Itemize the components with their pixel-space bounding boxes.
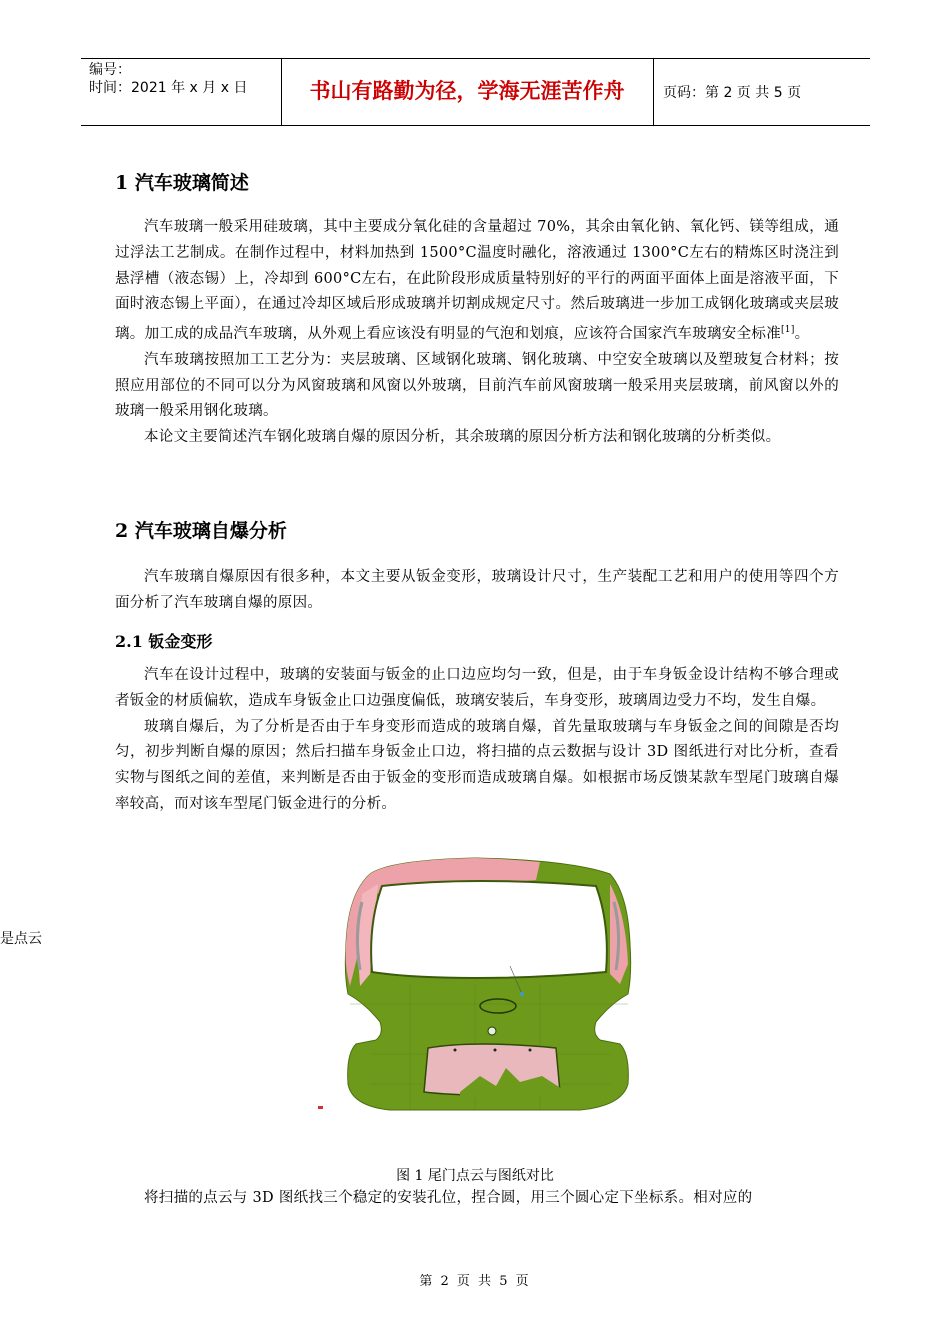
section-2-title: 2 汽车玻璃自爆分析: [115, 520, 287, 542]
section-1-title: 1 汽车玻璃简述: [115, 172, 249, 194]
section-2-body: [115, 565, 839, 617]
paragraph: 汽车玻璃自爆原因有很多种，本文主要从钣金变形，玻璃设计尺寸，生产装配工艺和用户的使用等四个方面分析了汽车玻璃自爆的原因。: [115, 569, 839, 611]
annotation-marker: [520, 992, 524, 996]
section-1-body: [115, 215, 839, 451]
lock-hole: [488, 1027, 496, 1035]
header-motto: 书山有路勤为径，学海无涯苦作舟: [309, 79, 625, 103]
paragraph-text: 汽车玻璃一般采用硅玻璃，其中主要成分氧化硅的含量超过 70%，其余由氧化钠、氧化钙、镁等组成，通过浮法工艺制成。在制作过程中，材料加热到 1500°C温度时融化，溶液通过 1300°C左右的精炼区时浇注到悬浮槽（液态锡）上，冷却到 600°C左右，在此阶段形成质量特别好的平行的两面平面体上面是溶液平面，下面时液态锡上平面），在通过冷却区域后形成玻璃并切割成规定尺寸。然后玻璃进一步加工成钢化玻璃或夹层玻璃。加工成的成品汽车玻璃，从外观上看应该没有明显的气泡和划痕，应该符合国家汽车玻璃安全标准: [115, 219, 839, 343]
window-opening: [371, 881, 607, 978]
paragraph: 将扫描的点云与 3D 图纸找三个稳定的安装孔位，捏合圆，用三个圆心定下坐标系。相对应的: [144, 1190, 753, 1206]
figure-caption: 图 1 尾门点云与图纸对比: [396, 1168, 554, 1184]
margin-note: 是点云: [0, 931, 42, 947]
page-header: [81, 58, 870, 126]
tailgate-figure: [310, 854, 640, 1116]
header-meta: [89, 61, 279, 97]
paragraph-end: 。: [794, 326, 810, 343]
section-2-1-continued: [115, 1186, 839, 1212]
doc-time-label: 时间：2021 年 x 月 x 日: [89, 80, 248, 96]
paragraph: 玻璃自爆后，为了分析是否由于车身变形而造成的玻璃自爆，首先量取玻璃与车身钣金之间的间隙是否均匀，初步判断自爆的原因；然后扫描车身钣金止口边，将扫描的点云数据与设计 3D 图纸进行对比分析，查看实物与图纸之间的差值，来判断是否由于钣金的变形而造成玻璃自爆。如根据市场反馈某款车型尾门玻璃自爆率较高，而对该车型尾门钣金进行的分析。: [115, 718, 839, 812]
paragraph: 汽车玻璃按照加工工艺分为：夹层玻璃、区域钢化玻璃、钢化玻璃、中空安全玻璃以及塑玻复合材料；按照应用部位的不同可以分为风窗玻璃和风窗以外玻璃，目前汽车前风窗玻璃一般采用夹层玻璃，前风窗以外的玻璃一般采用钢化玻璃。: [115, 351, 839, 420]
section-2-1-title: 2.1 钣金变形: [115, 632, 213, 651]
mounting-hole: [529, 1049, 532, 1052]
paragraph: [115, 215, 839, 348]
paragraph: 本论文主要简述汽车钢化玻璃自爆的原因分析，其余玻璃的原因分析方法和钢化玻璃的分析类似。: [144, 429, 781, 446]
mounting-hole: [454, 1049, 457, 1052]
section-2-1-body: [115, 663, 839, 818]
paragraph: 汽车在设计过程中，玻璃的安装面与钣金的止口边应均匀一致，但是，由于车身钣金设计结构不够合理或者钣金的材质偏软，造成车身钣金止口边强度偏低，玻璃安装后，车身变形，玻璃周边受力不均，发生自爆。: [115, 667, 839, 709]
doc-number-label: 编号：: [89, 62, 131, 78]
page-footer: 第 2 页 共 5 页: [419, 1274, 531, 1289]
header-divider: [653, 59, 654, 125]
header-page-info: 页码：第 2 页 共 5 页: [663, 85, 802, 101]
mounting-hole: [494, 1049, 497, 1052]
axis-marker: [318, 1106, 323, 1109]
citation-ref: [1]: [781, 325, 795, 336]
